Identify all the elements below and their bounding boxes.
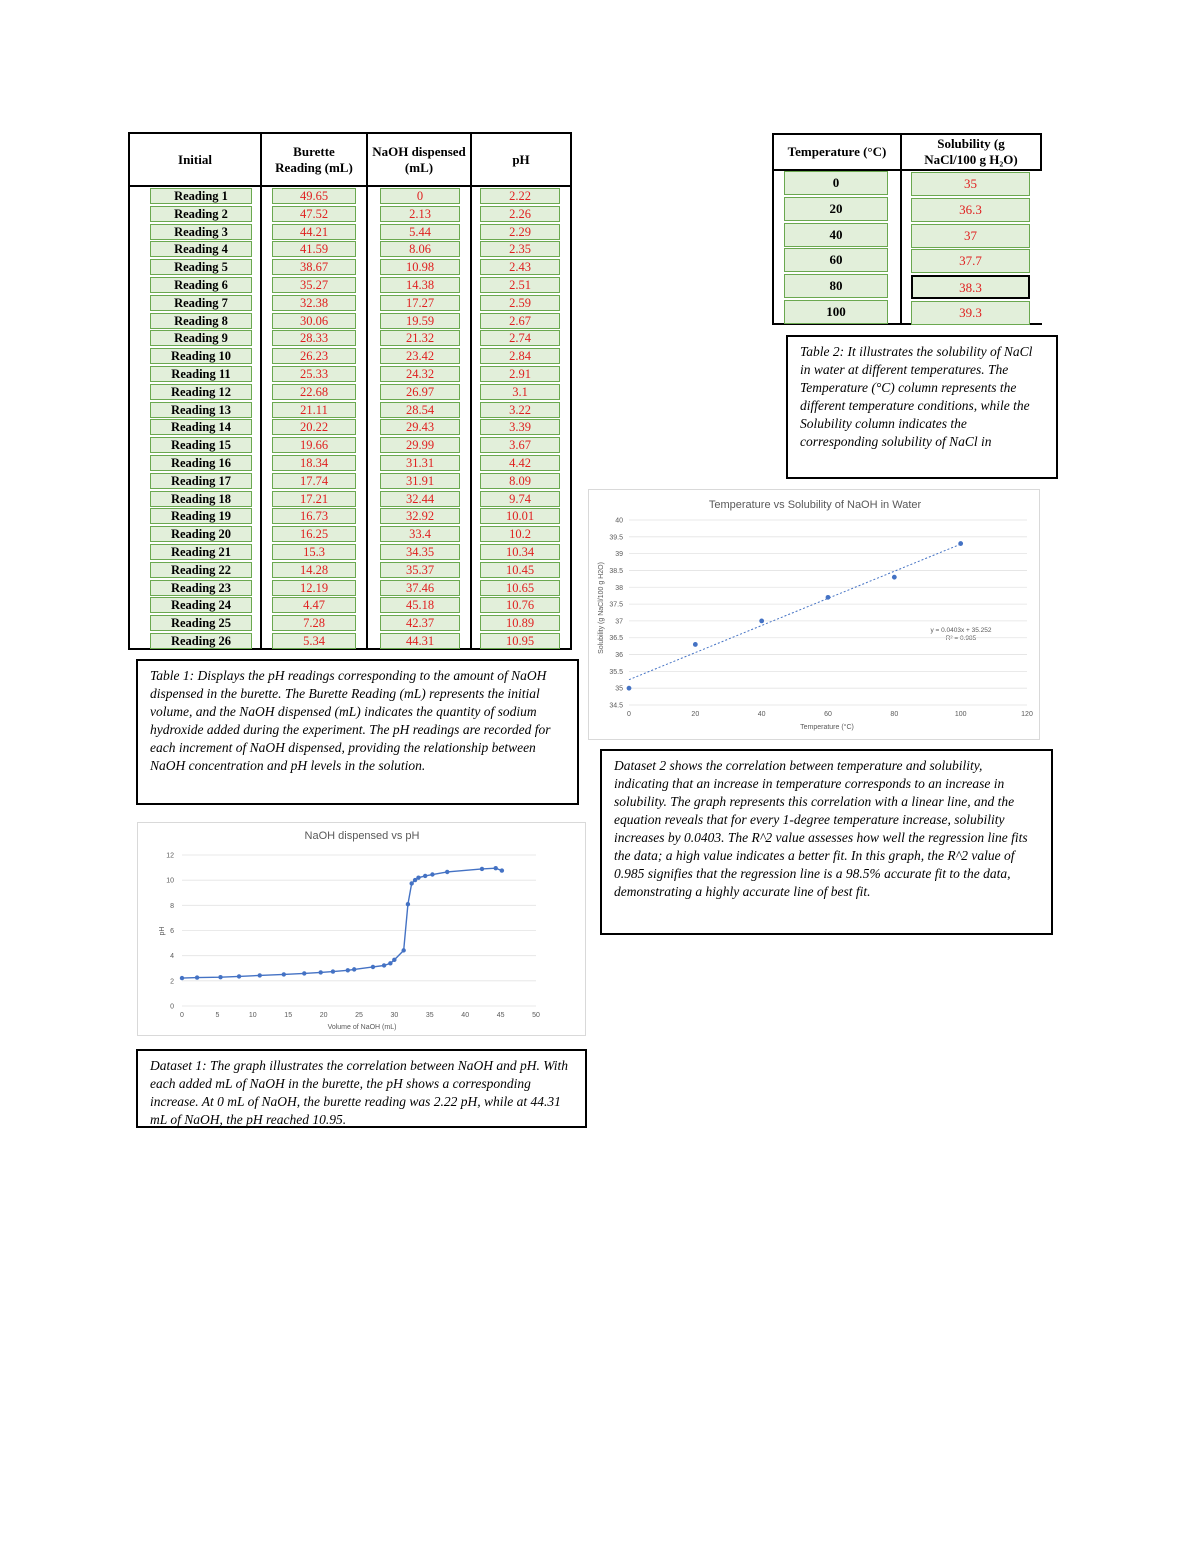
temperature-cell: 20	[784, 197, 888, 221]
burette-reading-cell: 41.59	[272, 241, 356, 257]
chart1-title: NaOH dispensed vs pH	[304, 830, 420, 842]
naoh-ph-chart	[137, 822, 586, 1036]
burette-reading-cell: 32.38	[272, 295, 356, 311]
reading-label: Reading 14	[150, 419, 252, 435]
temperature-cell: 60	[784, 248, 888, 272]
table1-caption: Table 1: Displays the pH readings corresponding to the amount of NaOH dispensed in the burette. The Burette Reading (mL) represents the initial volume, and the NaOH dispensed (mL) indicates the quantity of sodium hydroxide added during the experiment. The pH readings are recorded for each increment of NaOH dispensed, providing the relationship between NaOH concentration and pH levels in the solution.	[136, 659, 579, 805]
x-tick-label: 0	[180, 1012, 184, 1019]
burette-reading-cell: 17.74	[272, 473, 356, 489]
naoh-dispensed-cell: 31.91	[380, 473, 460, 489]
ph-cell: 4.42	[480, 455, 560, 471]
x-tick-label: 80	[890, 711, 899, 718]
y-tick-label: 35.5	[609, 668, 623, 676]
data-point	[759, 619, 764, 624]
naoh-dispensed-cell: 26.97	[380, 384, 460, 400]
data-point	[282, 972, 286, 976]
temperature-cell: 100	[784, 300, 888, 324]
x-tick-label: 10	[248, 1012, 257, 1019]
burette-reading-cell: 16.73	[272, 508, 356, 524]
burette-reading-cell: 5.34	[272, 633, 356, 649]
header-naoh-dispensed: NaOH dispensed (mL)	[372, 143, 466, 175]
reading-label: Reading 13	[150, 402, 252, 418]
reading-label: Reading 19	[150, 508, 252, 524]
data-point	[693, 642, 698, 647]
y-tick-label: 39.5	[609, 534, 623, 542]
naoh-dispensed-cell: 19.59	[380, 313, 460, 329]
ph-cell: 2.29	[480, 224, 560, 240]
header-ph: pH	[512, 151, 530, 167]
trendline	[629, 544, 961, 680]
burette-reading-cell: 20.22	[272, 419, 356, 435]
naoh-dispensed-cell: 37.46	[380, 580, 460, 596]
naoh-dispensed-cell: 44.31	[380, 633, 460, 649]
naoh-dispensed-cell: 31.31	[380, 455, 460, 471]
data-point	[318, 970, 322, 974]
reading-label: Reading 16	[150, 455, 252, 471]
naoh-dispensed-cell: 0	[380, 188, 460, 204]
x-tick-label: 120	[1021, 711, 1033, 718]
burette-reading-cell: 38.67	[272, 259, 356, 275]
x-tick-label: 0	[627, 711, 631, 718]
solubility-cell[interactable]: 35	[911, 172, 1030, 196]
data-point	[392, 958, 396, 962]
series-line	[182, 868, 502, 978]
reading-label: Reading 11	[150, 366, 252, 382]
ph-cell: 10.01	[480, 508, 560, 524]
burette-reading-cell: 21.11	[272, 402, 356, 418]
solubility-cell[interactable]: 39.3	[911, 301, 1030, 325]
naoh-dispensed-cell: 5.44	[380, 224, 460, 240]
y-tick-label: 37.5	[609, 601, 623, 609]
ph-cell: 2.22	[480, 188, 560, 204]
ph-cell: 2.26	[480, 206, 560, 222]
ph-cell: 2.74	[480, 330, 560, 346]
data-point	[382, 963, 386, 967]
ph-cell: 3.67	[480, 437, 560, 453]
ph-cell: 10.76	[480, 597, 560, 613]
ph-cell: 10.95	[480, 633, 560, 649]
y-tick-label: 12	[166, 852, 174, 860]
reading-label: Reading 23	[150, 580, 252, 596]
column-divider	[900, 169, 902, 325]
ph-cell: 10.45	[480, 562, 560, 578]
burette-reading-cell: 14.28	[272, 562, 356, 578]
ph-cell: 3.39	[480, 419, 560, 435]
ph-cell: 8.09	[480, 473, 560, 489]
burette-reading-cell: 16.25	[272, 526, 356, 542]
chart1-ylabel: pH	[159, 926, 166, 936]
data-point	[371, 965, 375, 969]
burette-reading-cell: 18.34	[272, 455, 356, 471]
y-tick-label: 8	[170, 902, 174, 910]
data-point	[180, 976, 184, 980]
burette-reading-cell: 44.21	[272, 224, 356, 240]
naoh-dispensed-cell: 35.37	[380, 562, 460, 578]
y-tick-label: 6	[170, 928, 174, 935]
dataset1-caption: Dataset 1: The graph illustrates the correlation between NaOH and pH. With each added mL of NaOH in the burette, the pH shows a corresponding increase. At 0 mL of NaOH, the burette reading was 2.22 pH, while at 44.31 mL of NaOH, the pH reached 10.95.	[136, 1049, 587, 1128]
ph-cell: 10.89	[480, 615, 560, 631]
solubility-cell[interactable]: 37	[911, 224, 1030, 248]
temperature-solubility-chart	[588, 489, 1040, 740]
data-point	[892, 575, 897, 580]
reading-label: Reading 9	[150, 330, 252, 346]
y-tick-label: 35	[615, 685, 623, 693]
burette-reading-cell: 28.33	[272, 330, 356, 346]
data-point	[218, 975, 222, 979]
reading-label: Reading 5	[150, 259, 252, 275]
chart2-ylabel: Solubility (g NaCl/100 g H2O)	[598, 562, 605, 654]
reading-label: Reading 17	[150, 473, 252, 489]
column-divider	[470, 134, 472, 648]
reading-label: Reading 6	[150, 277, 252, 293]
temperature-solubility-chart-svg	[589, 490, 1039, 739]
burette-reading-cell: 15.3	[272, 544, 356, 560]
naoh-dispensed-cell: 14.38	[380, 277, 460, 293]
naoh-dispensed-cell: 23.42	[380, 348, 460, 364]
burette-reading-cell: 49.65	[272, 188, 356, 204]
reading-label: Reading 3	[150, 224, 252, 240]
data-point	[409, 881, 413, 885]
naoh-dispensed-cell: 8.06	[380, 241, 460, 257]
burette-reading-cell: 4.47	[272, 597, 356, 613]
y-tick-label: 39	[615, 551, 623, 559]
chart2-equation: y = 0.0403x + 35.252	[930, 627, 992, 634]
header-temperature: Temperature (°C)	[772, 133, 902, 169]
data-point	[430, 872, 434, 876]
x-tick-label: 35	[425, 1012, 434, 1019]
y-tick-label: 38	[615, 584, 623, 592]
ph-cell: 3.22	[480, 402, 560, 418]
burette-reading-cell: 12.19	[272, 580, 356, 596]
reading-label: Reading 21	[150, 544, 252, 560]
data-point	[195, 975, 199, 979]
data-point	[445, 870, 449, 874]
data-point	[331, 969, 335, 973]
reading-label: Reading 8	[150, 313, 252, 329]
naoh-dispensed-cell: 32.44	[380, 491, 460, 507]
data-point	[494, 866, 498, 870]
burette-reading-cell: 35.27	[272, 277, 356, 293]
x-tick-label: 40	[757, 711, 766, 718]
naoh-dispensed-cell: 28.54	[380, 402, 460, 418]
data-point	[346, 968, 350, 972]
ph-cell: 2.84	[480, 348, 560, 364]
data-point	[480, 867, 484, 871]
naoh-dispensed-cell: 17.27	[380, 295, 460, 311]
data-point	[416, 875, 420, 879]
data-point	[401, 948, 405, 952]
data-point	[500, 868, 504, 872]
y-tick-label: 38.5	[609, 567, 623, 575]
naoh-dispensed-cell: 45.18	[380, 597, 460, 613]
naoh-dispensed-cell: 2.13	[380, 206, 460, 222]
temperature-cell: 80	[784, 274, 888, 298]
x-tick-label: 60	[824, 711, 832, 718]
ph-cell: 3.1	[480, 384, 560, 400]
y-tick-label: 2	[170, 978, 174, 986]
reading-label: Reading 22	[150, 562, 252, 578]
naoh-dispensed-cell: 10.98	[380, 259, 460, 275]
solubility-cell-selected[interactable]: 38.3	[911, 275, 1030, 299]
chart2-r-squared: R² = 0.985	[945, 635, 977, 642]
data-point	[826, 595, 831, 600]
burette-reading-cell: 47.52	[272, 206, 356, 222]
naoh-dispensed-cell: 29.99	[380, 437, 460, 453]
x-tick-label: 15	[284, 1012, 293, 1019]
data-point	[423, 874, 427, 878]
y-tick-label: 37	[615, 618, 623, 626]
header-solubility: Solubility (g NaCl/100 g H₂O)	[900, 133, 1042, 169]
y-tick-label: 10	[166, 877, 174, 885]
temperature-cell: 0	[784, 171, 888, 195]
y-tick-label: 34.5	[609, 702, 623, 710]
data-point	[406, 902, 410, 906]
ph-cell: 2.43	[480, 259, 560, 275]
x-tick-label: 100	[954, 711, 967, 718]
solubility-cell[interactable]: 36.3	[911, 198, 1030, 222]
naoh-dispensed-cell: 42.37	[380, 615, 460, 631]
reading-label: Reading 4	[150, 241, 252, 257]
reading-label: Reading 10	[150, 348, 252, 364]
burette-reading-cell: 19.66	[272, 437, 356, 453]
ph-cell: 2.51	[480, 277, 560, 293]
y-tick-label: 36.5	[609, 635, 623, 643]
reading-label: Reading 24	[150, 597, 252, 613]
header-divider	[130, 185, 570, 187]
ph-cell: 10.2	[480, 526, 560, 542]
y-tick-label: 0	[170, 1003, 174, 1011]
header-burette-reading: Burette Reading (mL)	[275, 143, 353, 175]
naoh-dispensed-cell: 29.43	[380, 419, 460, 435]
data-point	[237, 974, 241, 978]
reading-label: Reading 15	[150, 437, 252, 453]
chart1-xlabel: Volume of NaOH (mL)	[327, 1024, 397, 1031]
x-tick-label: 25	[355, 1012, 363, 1019]
ph-cell: 10.65	[480, 580, 560, 596]
ph-cell: 2.67	[480, 313, 560, 329]
burette-reading-cell: 7.28	[272, 615, 356, 631]
ph-cell: 10.34	[480, 544, 560, 560]
solubility-cell[interactable]: 37.7	[911, 249, 1030, 273]
dataset2-caption: Dataset 2 shows the correlation between temperature and solubility, indicating that an increase in temperature corresponds to an increase in solubility. The graph represents this correlation with a linear line, and the equation reveals that for every 1-degree temperature increase, solubility increases by 0.0403. The R^2 value assesses how well the regression line fits the data; a high value indicates a better fit. In this graph, the R^2 value of 0.985 signifies that the regression line is a 98.5% accurate fit to the data, demonstrating a highly accurate line of best fit.	[600, 749, 1053, 935]
burette-reading-cell: 26.23	[272, 348, 356, 364]
ph-cell: 2.59	[480, 295, 560, 311]
data-point	[258, 973, 262, 977]
naoh-dispensed-cell: 21.32	[380, 330, 460, 346]
burette-reading-cell: 25.33	[272, 366, 356, 382]
y-tick-label: 4	[170, 953, 174, 961]
y-tick-label: 40	[615, 517, 623, 525]
naoh-dispensed-cell: 24.32	[380, 366, 460, 382]
column-divider	[366, 134, 368, 648]
temperature-solubility-table	[772, 133, 1042, 325]
table2-caption: Table 2: It illustrates the solubility of NaCl in water at different temperatures. The Temperature (°C) column represents the different temperature conditions, while the Solubility column indicates the corresponding solubility of NaCl in	[786, 335, 1058, 479]
header-initial: Initial	[178, 151, 212, 167]
reading-label: Reading 20	[150, 526, 252, 542]
naoh-dispensed-cell: 32.92	[380, 508, 460, 524]
chart2-title: Temperature vs Solubility of NaOH in Water	[708, 499, 922, 511]
burette-reading-cell: 22.68	[272, 384, 356, 400]
data-point	[388, 961, 392, 965]
reading-label: Reading 7	[150, 295, 252, 311]
x-tick-label: 50	[532, 1012, 540, 1019]
data-point	[352, 967, 356, 971]
column-divider	[260, 134, 262, 648]
naoh-ph-chart-svg	[138, 823, 585, 1035]
x-tick-label: 20	[691, 711, 700, 718]
temperature-cell: 40	[784, 223, 888, 247]
reading-label: Reading 25	[150, 615, 252, 631]
y-tick-label: 36	[615, 652, 623, 660]
data-point	[958, 541, 963, 546]
naoh-dispensed-cell: 33.4	[380, 526, 460, 542]
reading-label: Reading 26	[150, 633, 252, 649]
naoh-ph-table	[128, 132, 572, 650]
reading-label: Reading 1	[150, 188, 252, 204]
naoh-dispensed-cell: 34.35	[380, 544, 460, 560]
data-point	[627, 686, 632, 691]
burette-reading-cell: 30.06	[272, 313, 356, 329]
reading-label: Reading 18	[150, 491, 252, 507]
x-tick-label: 40	[461, 1012, 470, 1019]
ph-cell: 2.35	[480, 241, 560, 257]
ph-cell: 9.74	[480, 491, 560, 507]
chart2-xlabel: Temperature (°C)	[800, 724, 854, 731]
x-tick-label: 5	[215, 1012, 220, 1019]
x-tick-label: 45	[496, 1012, 505, 1019]
data-point	[302, 971, 306, 975]
reading-label: Reading 2	[150, 206, 252, 222]
x-tick-label: 30	[390, 1012, 399, 1019]
column-divider	[772, 169, 774, 325]
reading-label: Reading 12	[150, 384, 252, 400]
x-tick-label: 20	[319, 1012, 328, 1019]
ph-cell: 2.91	[480, 366, 560, 382]
burette-reading-cell: 17.21	[272, 491, 356, 507]
